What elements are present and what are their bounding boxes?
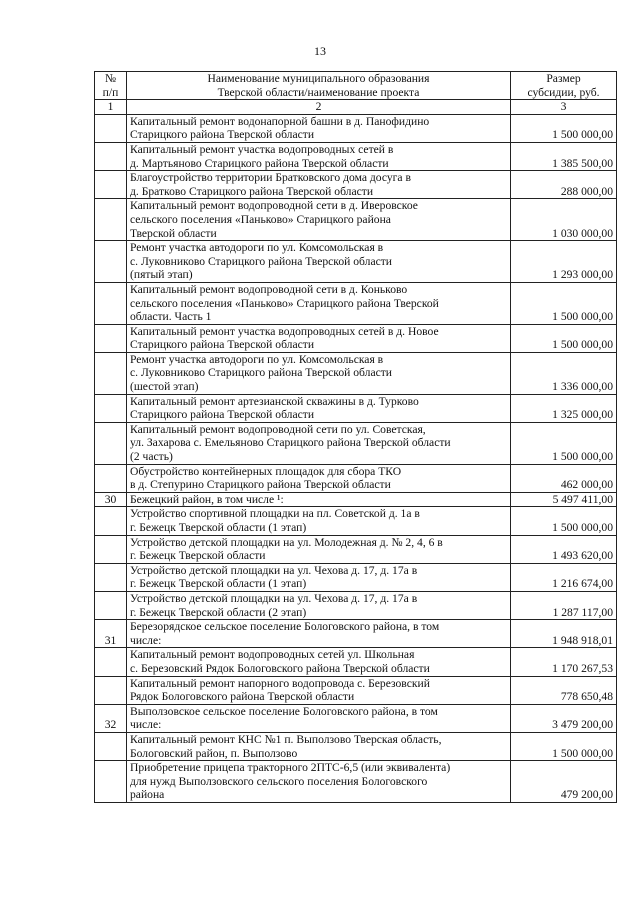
row-amount: 1 293 000,00 <box>511 241 617 283</box>
row-number <box>95 171 127 199</box>
row-number <box>95 394 127 422</box>
row-amount: 1 170 267,53 <box>511 648 617 676</box>
row-number <box>95 422 127 464</box>
header-amount: Размер субсидии, руб. <box>511 72 617 100</box>
row-name: Капитальный ремонт напорного водопровода с. Березовский Рядок Бологовского района Тверской области <box>127 676 511 704</box>
table-row <box>95 199 617 241</box>
row-name: Капитальный ремонт водопроводной сети в д. Коньково сельского поселения «Паньково» Старицкого района Тверской области. Часть 1 <box>127 282 511 324</box>
row-name: Обустройство контейнерных площадок для сбора ТКО в д. Степурино Старицкого района Тверской области <box>127 464 511 492</box>
row-number <box>95 114 127 142</box>
row-name: Приобретение прицепа тракторного 2ПТС-6,5 (или эквивалента) для нужд Выползовского сельского поселения Бологовского района <box>127 761 511 803</box>
row-number <box>95 142 127 170</box>
table-row <box>95 241 617 283</box>
row-number <box>95 282 127 324</box>
table-row <box>95 507 617 535</box>
table-row <box>95 422 617 464</box>
row-number <box>95 464 127 492</box>
row-number <box>95 761 127 803</box>
row-name: Капитальный ремонт артезианской скважины в д. Турково Старицкого района Тверской области <box>127 394 511 422</box>
table-body <box>95 72 617 803</box>
row-name: Капитальный ремонт участка водопроводных сетей в д. Новое Старицкого района Тверской области <box>127 324 511 352</box>
row-number <box>95 199 127 241</box>
header-number: № п/п <box>95 72 127 100</box>
row-amount: 5 497 411,00 <box>511 492 617 507</box>
row-name: Капитальный ремонт КНС №1 п. Выползово Тверская область, Бологовский район, п. Выползово <box>127 732 511 760</box>
page-number: 13 <box>314 44 326 58</box>
table-row <box>95 620 617 648</box>
row-amount: 1 493 620,00 <box>511 535 617 563</box>
row-number: 32 <box>95 704 127 732</box>
row-name: Ремонт участка автодороги по ул. Комсомольская в с. Луковниково Старицкого района Тверской области (пятый этап) <box>127 241 511 283</box>
subsidy-table <box>94 71 617 803</box>
table-row <box>95 732 617 760</box>
row-amount: 1 948 918,01 <box>511 620 617 648</box>
row-amount: 1 500 000,00 <box>511 114 617 142</box>
table-row <box>95 352 617 394</box>
row-name: Капитальный ремонт участка водопроводных сетей в д. Мартьяново Старицкого района Тверской области <box>127 142 511 170</box>
row-number: 31 <box>95 620 127 648</box>
row-name: Капитальный ремонт водопроводных сетей ул. Школьная с. Березовский Рядок Бологовского района Тверской области <box>127 648 511 676</box>
row-number <box>95 352 127 394</box>
column-number-2: 2 <box>127 100 511 115</box>
row-name: Устройство детской площадки на ул. Молодежная д. № 2, 4, 6 в г. Бежецк Тверской области <box>127 535 511 563</box>
table-row <box>95 394 617 422</box>
row-number <box>95 507 127 535</box>
row-number <box>95 241 127 283</box>
table-row <box>95 142 617 170</box>
row-amount: 462 000,00 <box>511 464 617 492</box>
row-name: Благоустройство территории Братковского дома досуга в д. Братково Старицкого района Тверской области <box>127 171 511 199</box>
row-number <box>95 324 127 352</box>
column-number-row <box>95 100 617 115</box>
row-amount: 479 200,00 <box>511 761 617 803</box>
row-amount: 3 479 200,00 <box>511 704 617 732</box>
row-number <box>95 563 127 591</box>
column-number-1: 1 <box>95 100 127 115</box>
table-header-row <box>95 72 617 100</box>
row-name: Капитальный ремонт водопроводной сети в д. Иверовское сельского поселения «Паньково» Старицкого района Тверской области <box>127 199 511 241</box>
row-name: Березорядское сельское поселение Бологовского района, в том числе: <box>127 620 511 648</box>
table-row <box>95 563 617 591</box>
table-row <box>95 535 617 563</box>
row-amount: 1 336 000,00 <box>511 352 617 394</box>
row-name: Устройство спортивной площадки на пл. Советской д. 1а в г. Бежецк Тверской области (1 этап) <box>127 507 511 535</box>
table-row <box>95 704 617 732</box>
table-row <box>95 171 617 199</box>
row-name: Капитальный ремонт водопроводной сети по ул. Советская, ул. Захарова с. Емельяново Старицкого района Тверской области (2 часть) <box>127 422 511 464</box>
row-number <box>95 648 127 676</box>
row-name: Выползовское сельское поселение Бологовского района, в том числе: <box>127 704 511 732</box>
row-name: Устройство детской площадки на ул. Чехова д. 17, д. 17а в г. Бежецк Тверской области (1 этап) <box>127 563 511 591</box>
row-number <box>95 676 127 704</box>
row-number: 30 <box>95 492 127 507</box>
row-number <box>95 732 127 760</box>
row-name: Капитальный ремонт водонапорной башни в д. Панофидино Старицкого района Тверской области <box>127 114 511 142</box>
table-row <box>95 114 617 142</box>
row-amount: 1 325 000,00 <box>511 394 617 422</box>
row-amount: 1 500 000,00 <box>511 732 617 760</box>
row-amount: 1 385 500,00 <box>511 142 617 170</box>
row-number <box>95 591 127 619</box>
row-amount: 1 500 000,00 <box>511 282 617 324</box>
table-row <box>95 282 617 324</box>
row-amount: 1 500 000,00 <box>511 507 617 535</box>
header-name: Наименование муниципального образования Тверской области/наименование проекта <box>127 72 511 100</box>
row-amount: 1 287 117,00 <box>511 591 617 619</box>
row-number <box>95 535 127 563</box>
table-row <box>95 591 617 619</box>
row-amount: 288 000,00 <box>511 171 617 199</box>
column-number-3: 3 <box>511 100 617 115</box>
row-amount: 1 216 674,00 <box>511 563 617 591</box>
table-row <box>95 464 617 492</box>
table-row <box>95 761 617 803</box>
table-row <box>95 324 617 352</box>
table-row <box>95 648 617 676</box>
row-amount: 1 500 000,00 <box>511 422 617 464</box>
row-amount: 778 650,48 <box>511 676 617 704</box>
row-amount: 1 500 000,00 <box>511 324 617 352</box>
row-name: Устройство детской площадки на ул. Чехова д. 17, д. 17а в г. Бежецк Тверской области (2 этап) <box>127 591 511 619</box>
row-name: Ремонт участка автодороги по ул. Комсомольская в с. Луковниково Старицкого района Тверской области (шестой этап) <box>127 352 511 394</box>
row-amount: 1 030 000,00 <box>511 199 617 241</box>
table-row <box>95 676 617 704</box>
row-name: Бежецкий район, в том числе ¹: <box>127 492 511 507</box>
table-row <box>95 492 617 507</box>
